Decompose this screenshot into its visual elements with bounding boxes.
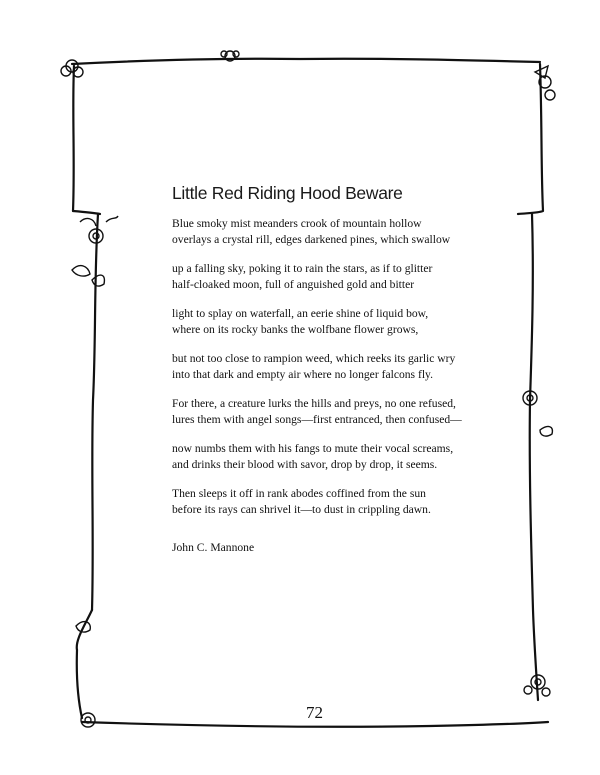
stanza [172,216,502,248]
poem-line: into that dark and empty air where no longer falcons fly. [172,368,433,381]
poem-line: Then sleeps it off in rank abodes coffined from the sun [172,487,426,500]
stanza [172,486,502,518]
stanza [172,396,502,428]
poem-body [172,216,502,531]
poem-line: half-cloaked moon, full of anguished gold and bitter [172,278,415,291]
poem-line: where on its rocky banks the wolfbane flower grows, [172,323,419,336]
poem-title: Little Red Riding Hood Beware [172,183,403,203]
stanza [172,306,502,338]
poem-author: John C. Mannone [172,541,255,554]
poem-line: overlays a crystal rill, edges darkened pines, which swallow [172,233,451,246]
poem-line: and drinks their blood with savor, drop by drop, it seems. [172,458,438,471]
stanza [172,351,502,383]
poem-line: before its rays can shrivel it—to dust in crippling dawn. [172,503,431,516]
poem-line: up a falling sky, poking it to rain the stars, as if to glitter [172,262,433,275]
page-number: 72 [306,703,323,722]
poem-line: Blue smoky mist meanders crook of mountain hollow [172,217,422,230]
poem-line: but not too close to rampion weed, which reeks its garlic wry [172,352,456,365]
stanza [172,441,502,473]
stanza [172,261,502,293]
poem-line: lures them with angel songs—first entranced, then confused— [172,413,462,426]
poem-line: For there, a creature lurks the hills and preys, no one refused, [172,397,456,410]
poem-line: light to splay on waterfall, an eerie shine of liquid bow, [172,307,429,320]
poem-line: now numbs them with his fangs to mute their vocal screams, [172,442,454,455]
